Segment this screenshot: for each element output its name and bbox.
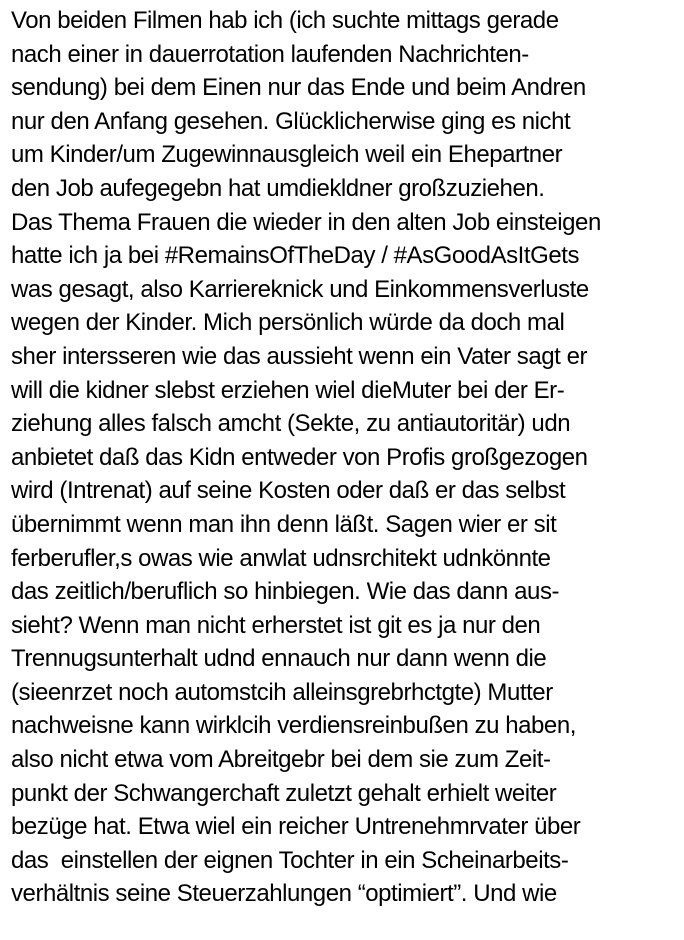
text-line: bezüge hat. Etwa wiel ein reicher Untrenehmrvater über (11, 813, 581, 841)
text-line: übernimmt wenn man ihn denn läßt. Sagen wier er sit (11, 510, 557, 538)
text-line: das einstellen der eignen Tochter in ein Scheinarbeits- (11, 846, 569, 874)
text-line: (sieenrzet noch automstcih alleinsgrebrhctgte) Mutter (11, 678, 553, 706)
text-line: nach einer in dauerrotation laufenden Nachrichten- (11, 40, 529, 68)
text-line: sher intersseren wie das aussieht wenn ein Vater sagt er (11, 342, 588, 370)
body-text (11, 4, 681, 911)
text-line: punkt der Schwangerchaft zuletzt gehalt erhielt weiter (11, 779, 557, 807)
text-line: das zeitlich/beruflich so hinbiegen. Wie das dann aus- (11, 578, 560, 606)
text-line: Das Thema Frauen die wieder in den alten Job einsteigen (11, 208, 601, 236)
text-line: Von beiden Filmen hab ich (ich suchte mittags gerade (11, 7, 559, 34)
text-line: anbietet daß das Kidn entweder von Profis großgezogen (11, 443, 588, 471)
text-line: nur den Anfang gesehen. Glücklicherwise ging es nicht (11, 107, 571, 135)
text-line: hatte ich ja bei #RemainsOfTheDay / #AsGoodAsItGets (11, 242, 580, 270)
text-line: sendung) bei dem Einen nur das Ende und beim Andren (11, 74, 586, 102)
text-line: den Job aufegegebn hat umdiekldner großzuziehen. (11, 174, 545, 202)
text-line: wegen der Kinder. Mich persönlich würde da doch mal (11, 309, 565, 337)
text-line: ziehung alles falsch amcht (Sekte, zu antiautoritär) udn (11, 410, 571, 438)
text-line: was gesagt, also Karriereknick und Einkommensverluste (11, 275, 589, 303)
text-line: Trennugsunterhalt udnd ennauch nur dann wenn die (11, 645, 547, 673)
text-line: wird (Intrenat) auf seine Kosten oder daß er das selbst (11, 477, 566, 505)
text-line: will die kidner slebst erziehen wiel dieMuter bei der Er- (11, 376, 565, 404)
text-line: nachweisne kann wirklcih verdiensreinbußen zu haben, (11, 712, 576, 740)
text-line: also nicht etwa vom Abreitgebr bei dem sie zum Zeit- (11, 746, 551, 774)
text-line: sieht? Wenn man nicht erherstet ist git es ja nur den (11, 611, 541, 639)
text-line: ferberufler,s owas wie anwlat udnsrchitekt udnkönnte (11, 544, 551, 572)
text-line: verhältnis seine Steuerzahlungen “optimiert”. Und wie (11, 880, 557, 908)
text-line: um Kinder/um Zugewinnausgleich weil ein Ehepartner (11, 141, 563, 169)
